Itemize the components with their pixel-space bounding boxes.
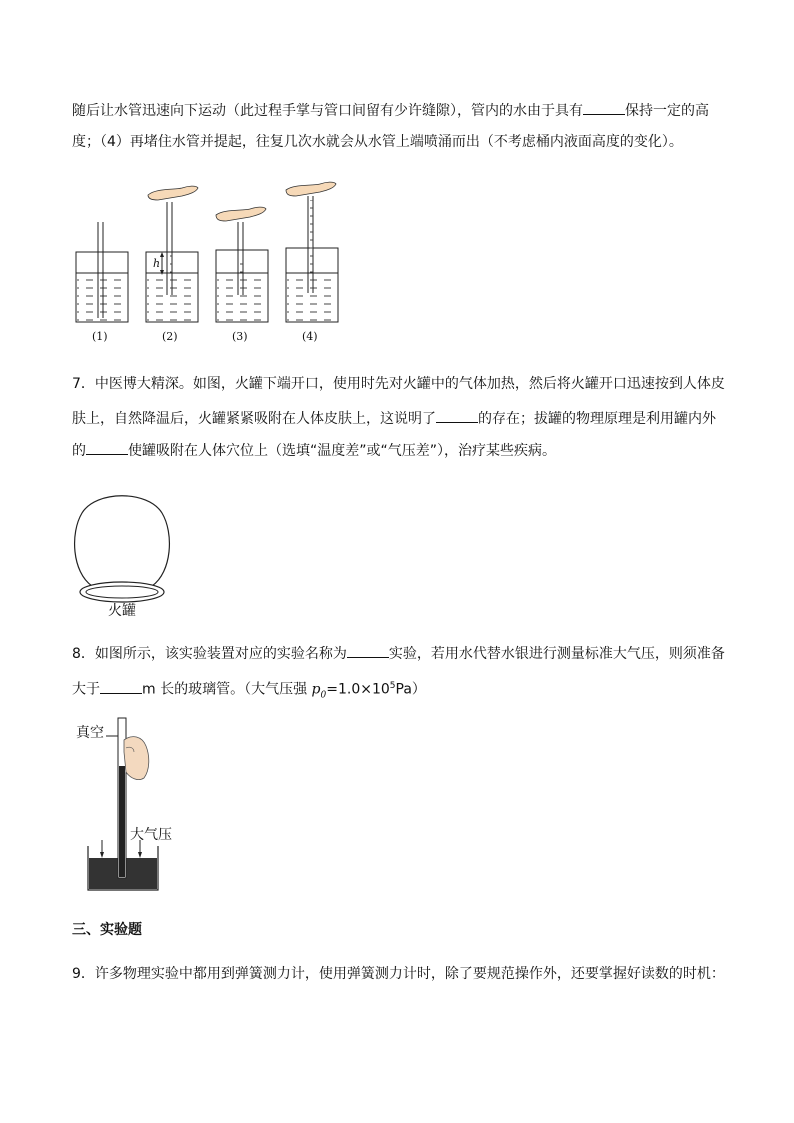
fig-label-2: (2) [162, 330, 178, 343]
container-3 [216, 207, 268, 322]
fig-label-3: (3) [232, 330, 248, 343]
container-1 [76, 222, 128, 322]
answer-blank[interactable] [86, 440, 128, 455]
container-4 [286, 182, 338, 322]
section-title: 三、实验题 [72, 922, 142, 938]
torricelli-figure [72, 712, 182, 897]
q6-line-1: 随后让水管迅速向下运动（此过程手掌与管口间留有少许缝隙），管内的水由于具有 保持一定的高 [72, 100, 709, 121]
q7-line-2: 肤上，自然降温后，火罐紧紧吸附在人体皮肤上，这说明了 的存在；拔罐的物理原理是利用罐内外 [72, 408, 716, 429]
answer-blank[interactable] [436, 408, 478, 423]
vacuum-label: 真空 [76, 725, 104, 741]
q6-line-2: 度；（4）再堵住水管并提起，往复几次水就会从水管上端喷涌而出（不考虑桶内液面高度的变化）。 [72, 134, 683, 150]
atmospheric-pressure-label: 大气压 [130, 827, 172, 843]
answer-blank[interactable] [100, 679, 142, 694]
fig-label-4: (4) [302, 330, 318, 343]
answer-blank[interactable] [347, 643, 389, 658]
q6-figure [70, 180, 350, 350]
answer-blank[interactable] [583, 100, 625, 115]
q8-line-1: 8．如图所示，该实验装置对应的实验名称为 实验，若用水代替水银进行测量标准大气压，则须准备 [72, 643, 725, 664]
q7-line-1: 7．中医博大精深。如图，火罐下端开口，使用时先对火罐中的气体加热，然后将火罐开口迅速按到人体皮 [72, 376, 725, 392]
cupping-jar-figure [72, 488, 172, 618]
q8-line-2: 大于 m 长的玻璃管。（大气压强 $p_0=1.0\times 10^5Pa$） [72, 676, 426, 705]
cupping-jar-label: 火罐 [108, 603, 136, 619]
h-label: h [153, 257, 161, 270]
q7-line-3: 的 使罐吸附在人体穴位上（选填“温度差”或“气压差”），治疗某些疾病。 [72, 440, 556, 461]
container-2 [146, 186, 198, 322]
fig-label-1: (1) [92, 330, 108, 343]
q9-line-1: 9．许多物理实验中都用到弹簧测力计，使用弹簧测力计时，除了要规范操作外，还要掌握好读数的时机： [72, 966, 725, 982]
